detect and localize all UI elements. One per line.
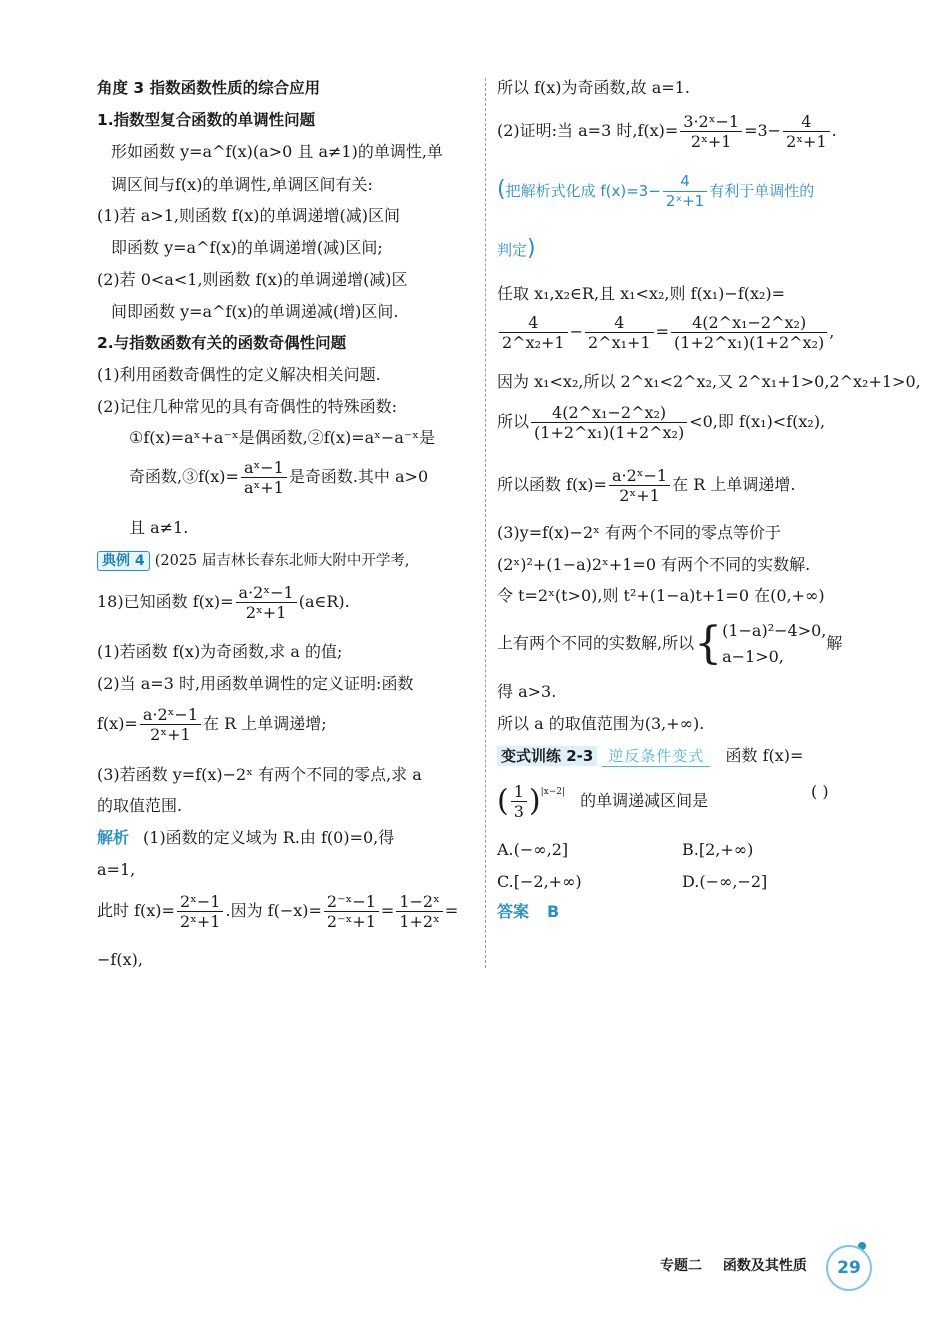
angle-title: 角度 3 指数函数性质的综合应用 <box>97 79 321 97</box>
fraction: $\frac{\text{a·2ˣ−1}}{\text{2ˣ+1}}$ <box>609 466 670 505</box>
solution-line: (3)y=f(x)−2ˣ 有两个不同的零点等价于 <box>497 523 781 542</box>
paragraph-line: (2)记住几种常见的具有奇偶性的特殊函数: <box>97 397 398 416</box>
example-tag: 典例 4 <box>97 551 150 571</box>
fraction-line: (2)证明:当 a=3 时,f(x)= $\frac{\text{3·2ˣ−1}}{\text{2ˣ+1}}$ =3− $\frac{4}{\text{2ˣ+1}}$ . <box>497 112 837 151</box>
fraction-line: 奇函数,③f(x)= $\frac{\text{aˣ−1}}{\text{aˣ+1}}$ 是奇函数.其中 a>0 <box>129 458 429 497</box>
paragraph-line: 间即函数 y=a^f(x)的单调递减(增)区间. <box>111 302 399 321</box>
fraction-line: 所以函数 f(x)= $\frac{\text{a·2ˣ−1}}{\text{2ˣ+1}}$ 在 R 上单调递增. <box>497 466 796 505</box>
variant-subtag: 逆反条件变式 <box>602 746 710 767</box>
solution-line: 得 a>3. <box>497 682 557 701</box>
question-3: (3)若函数 y=f(x)−2ˣ 有两个不同的零点,求 a <box>97 765 422 784</box>
fraction-line: f(x)= $\frac{\text{a·2ˣ−1}}{\text{2ˣ+1}}$ 在 R 上单调递增; <box>97 705 327 744</box>
example-header <box>97 550 410 571</box>
solution-line: 解析 (1)函数的定义域为 R.由 f(0)=0,得 <box>97 828 395 847</box>
option-b: B.[2,+∞) <box>682 840 754 859</box>
paragraph-line: 调区间与f(x)的单调性,单调区间有关: <box>111 175 373 194</box>
variant-header: 变式训练 2-3 逆反条件变式 函数 f(x)= <box>497 746 803 767</box>
option-d: D.(−∞,−2] <box>682 872 768 891</box>
question-3-cont: 的取值范围. <box>97 796 183 815</box>
fraction-line: 此时 f(x)= $\frac{\text{2ˣ−1}}{\text{2ˣ+1}}$ .因为 f(−x)= $\frac{\text{2⁻ˣ−1}}{\text{2⁻ˣ+1}}$ = $\frac{\text{1−2ˣ}}{\text{1+2ˣ}}$ = <box>97 892 459 931</box>
fraction-line: 所以 $\frac{\text{4(2\textasciicircum{}x₁−2\textasciicircum{}x₂)}}{\text{(1+2\textasciicircum{}x₁)(1+2\textasciicircum{}x₂)}}$ <0,即 f(x₁)<f(x₂), <box>497 403 826 442</box>
answer-label: 答案 <box>497 902 530 921</box>
fraction: $\frac{4}{\text{2\textasciicircum{}x₁+1}}$ <box>585 313 654 352</box>
fraction: $\frac{4}{\text{2\textasciicircum{}x₂+1}}$ <box>499 313 568 352</box>
fraction: $\frac{\text{1−2ˣ}}{\text{1+2ˣ}}$ <box>396 892 443 931</box>
paragraph-line: 且 a≠1. <box>129 518 189 537</box>
solution-line: 所以 a 的取值范围为(3,+∞). <box>497 714 705 733</box>
fraction: $\frac{\text{aˣ−1}}{\text{aˣ+1}}$ <box>241 458 287 497</box>
fraction: $\frac{4}{\text{2ˣ+1}}$ <box>783 112 830 151</box>
fraction-line: $\frac{4}{\text{2\textasciicircum{}x₂+1}}$ − $\frac{4}{\text{2\textasciicircum{}x₁+1}}$ = $\frac{\text{4(2\textasciicircum{}x₁−2\textasciicircum{}x₂)}}{\text{(1+2\textasciicircum{}x₁)(1+2\textasciicircum{}x₂)}}$ , <box>497 313 834 352</box>
option-a: A.(−∞,2] <box>497 840 569 859</box>
footer-title: 函数及其性质 <box>722 1258 807 1274</box>
solution-line: (2ˣ)²+(1−a)2ˣ+1=0 有两个不同的实数解. <box>497 555 811 574</box>
answer-line <box>497 902 559 922</box>
question-1: (1)若函数 f(x)为奇函数,求 a 的值; <box>97 642 343 661</box>
equation-system: (1−a)²−4>0, a−1>0, <box>722 621 827 666</box>
section-heading-2: 2.与指数函数有关的函数奇偶性问题 <box>97 334 347 352</box>
paragraph-line: (2)若 0<a<1,则函数 f(x)的单调递增(减)区 <box>97 270 408 289</box>
solution-line: 令 t=2ˣ(t>0),则 t²+(1−a)t+1=0 在(0,+∞) <box>497 586 825 605</box>
solution-line: 所以 f(x)为奇函数,故 a=1. <box>497 78 690 97</box>
fraction-line: 18)已知函数 f(x)= $\frac{\text{a·2ˣ−1}}{\text{2ˣ+1}}$ (a∈R). <box>97 583 350 622</box>
fraction: $\frac{\text{2⁻ˣ−1}}{\text{2⁻ˣ+1}}$ <box>324 892 379 931</box>
variant-question: ( $\frac{1}{3}$ )$^{|x-2|}$ 的单调递减区间是 ( ) <box>497 782 829 821</box>
fraction: $\frac{\text{a·2ˣ−1}}{\text{2ˣ+1}}$ <box>236 583 297 622</box>
answer-value: B <box>547 902 560 921</box>
fraction: $\frac{4}{\text{2ˣ+1}}$ <box>663 172 707 211</box>
question-2: (2)当 a=3 时,用函数单调性的定义证明:函数 <box>97 674 414 693</box>
paragraph-line: 即函数 y=a^f(x)的单调递增(减)区间; <box>111 238 383 257</box>
footer-topic: 专题二 <box>660 1258 702 1274</box>
fraction: $\frac{\text{3·2ˣ−1}}{\text{2ˣ+1}}$ <box>680 112 742 151</box>
paragraph-line: (1)利用函数奇偶性的定义解决相关问题. <box>97 365 381 384</box>
solution-line: 任取 x₁,x₂∈R,且 x₁<x₂,则 f(x₁)−f(x₂)= <box>497 284 786 303</box>
paragraph-line: 形如函数 y=a^f(x)(a>0 且 a≠1)的单调性,单 <box>111 142 443 161</box>
section-heading-1: 1.指数型复合函数的单调性问题 <box>97 111 316 129</box>
solution-line: −f(x), <box>97 950 143 969</box>
example-source: (2025 届吉林长春东北师大附中开学考, <box>154 553 410 569</box>
solution-line: a=1, <box>97 860 136 879</box>
page-number: 29 <box>826 1245 872 1291</box>
page-footer <box>660 1255 807 1275</box>
fraction: $\frac{\text{4(2\textasciicircum{}x₁−2\textasciicircum{}x₂)}}{\text{(1+2\textasciicircum{}x₁)(1+2\textasciicircum{}x₂)}}$ <box>531 403 687 442</box>
answer-blank: ( ) <box>811 782 829 801</box>
fraction: $\frac{1}{3}$ <box>511 782 527 821</box>
solution-tag: 解析 <box>97 828 130 847</box>
fraction: $\frac{\text{4(2\textasciicircum{}x₁−2\textasciicircum{}x₂)}}{\text{(1+2\textasciicircum{}x₁)(1+2\textasciicircum{}x₂)}}$ <box>671 313 827 352</box>
option-c: C.[−2,+∞) <box>497 872 582 891</box>
fraction: $\frac{\text{a·2ˣ−1}}{\text{2ˣ+1}}$ <box>140 705 201 744</box>
hint-note-end: 判定) <box>497 236 536 261</box>
column-divider <box>485 78 486 968</box>
paragraph-line: (1)若 a>1,则函数 f(x)的单调递增(减)区间 <box>97 206 400 225</box>
paragraph-line: ①f(x)=aˣ+a⁻ˣ是偶函数,②f(x)=aˣ−a⁻ˣ是 <box>129 428 436 447</box>
hint-note: (把解析式化成 f(x)=3− $\frac{4}{\text{2ˣ+1}}$ 有利于单调性的 <box>497 172 815 210</box>
system-line: 上有两个不同的实数解,所以{ (1−a)²−4>0, a−1>0, 解 <box>497 618 843 669</box>
solution-line: 因为 x₁<x₂,所以 2^x₁<2^x₂,又 2^x₁+1>0,2^x₂+1>0, <box>497 372 921 391</box>
variant-tag: 变式训练 2-3 <box>497 746 597 766</box>
fraction: $\frac{\text{2ˣ−1}}{\text{2ˣ+1}}$ <box>177 892 224 931</box>
